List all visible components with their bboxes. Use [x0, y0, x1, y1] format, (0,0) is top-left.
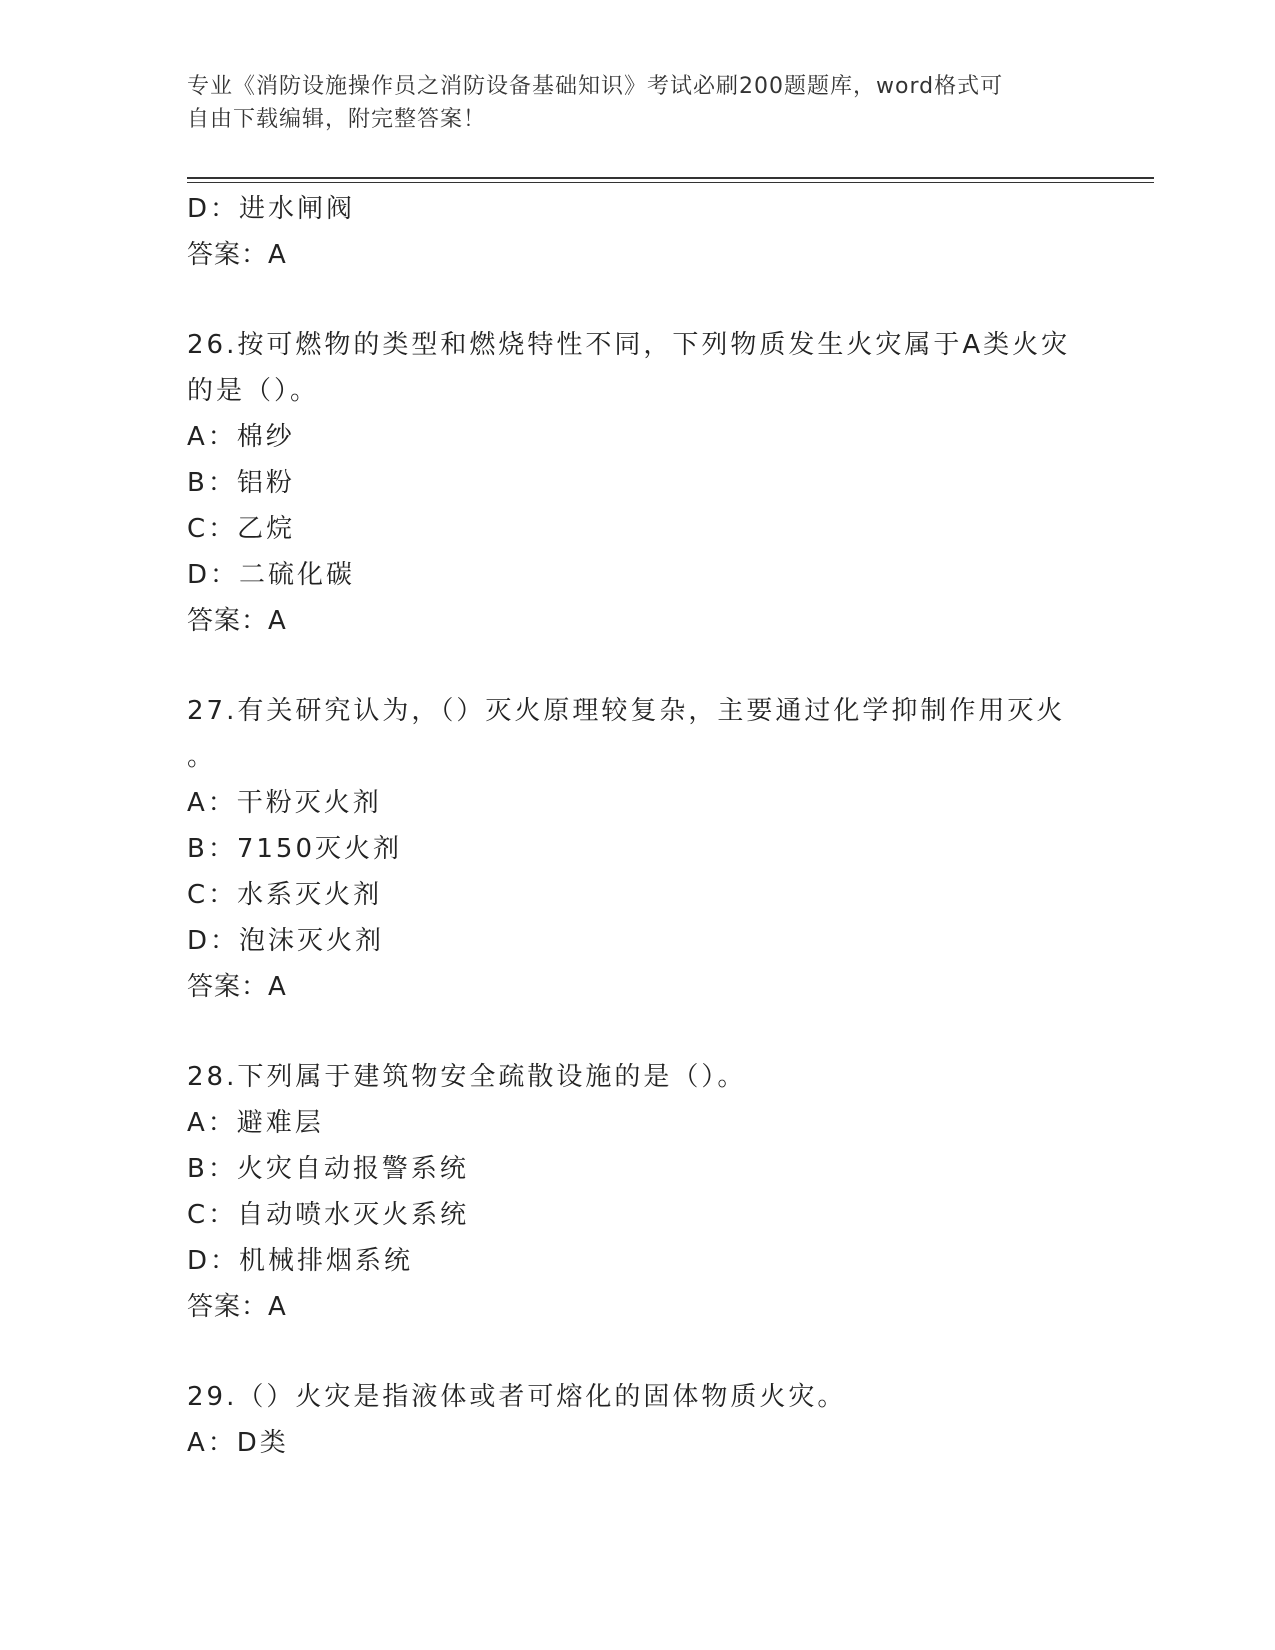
question-28: [187, 1054, 1087, 1330]
option-a: A：棉纱: [187, 422, 295, 452]
option-b: B：铝粉: [187, 468, 295, 498]
option-c: C：水系灭火剂: [187, 880, 383, 910]
header-title-line1: 专业《消防设施操作员之消防设备基础知识》考试必刷200题题库，word格式可: [187, 74, 1004, 99]
header-divider-thick: [187, 177, 1154, 179]
option-d: D：机械排烟系统: [187, 1246, 414, 1276]
option-d: D：二硫化碳: [187, 560, 356, 590]
answer-line: 答案：A: [187, 240, 287, 270]
option-d: D：进水闸阀: [187, 194, 356, 224]
question-stem: 26.按可燃物的类型和燃烧特性不同，下列物质发生火灾属于A类火灾: [187, 330, 1071, 360]
question-spacer: [187, 644, 1087, 688]
header-title-line2: 自由下载编辑，附完整答案！: [187, 107, 487, 132]
question-spacer: [187, 278, 1087, 322]
option-c: C：自动喷水灭火系统: [187, 1200, 470, 1230]
question-29: [187, 1374, 1087, 1466]
option-b: B：7150灭火剂: [187, 834, 403, 864]
question-spacer: [187, 1330, 1087, 1374]
question-stem: 29.（）火灾是指液体或者可熔化的固体物质火灾。: [187, 1382, 847, 1412]
question-27: [187, 688, 1087, 1010]
question-stem: 27.有关研究认为，（）灭火原理较复杂，主要通过化学抑制作用灭火: [187, 696, 1066, 726]
answer-line: 答案：A: [187, 972, 287, 1002]
question-stem-continued: 。: [187, 742, 217, 772]
option-a: A：D类: [187, 1428, 289, 1458]
option-d: D：泡沫灭火剂: [187, 926, 385, 956]
option-c: C：乙烷: [187, 514, 296, 544]
option-b: B：火灾自动报警系统: [187, 1154, 469, 1184]
question-stem-continued: 的是（）。: [187, 376, 320, 406]
header-divider-thin: [187, 182, 1154, 183]
option-a: A：避难层: [187, 1108, 324, 1138]
question-list: [187, 186, 1087, 1466]
option-a: A：干粉灭火剂: [187, 788, 382, 818]
answer-line: 答案：A: [187, 606, 287, 636]
question-26: [187, 322, 1087, 644]
answer-line: 答案：A: [187, 1292, 287, 1322]
question-stem: 28.下列属于建筑物安全疏散设施的是（）。: [187, 1062, 747, 1092]
question-spacer: [187, 1010, 1087, 1054]
document-header: [187, 70, 1067, 136]
